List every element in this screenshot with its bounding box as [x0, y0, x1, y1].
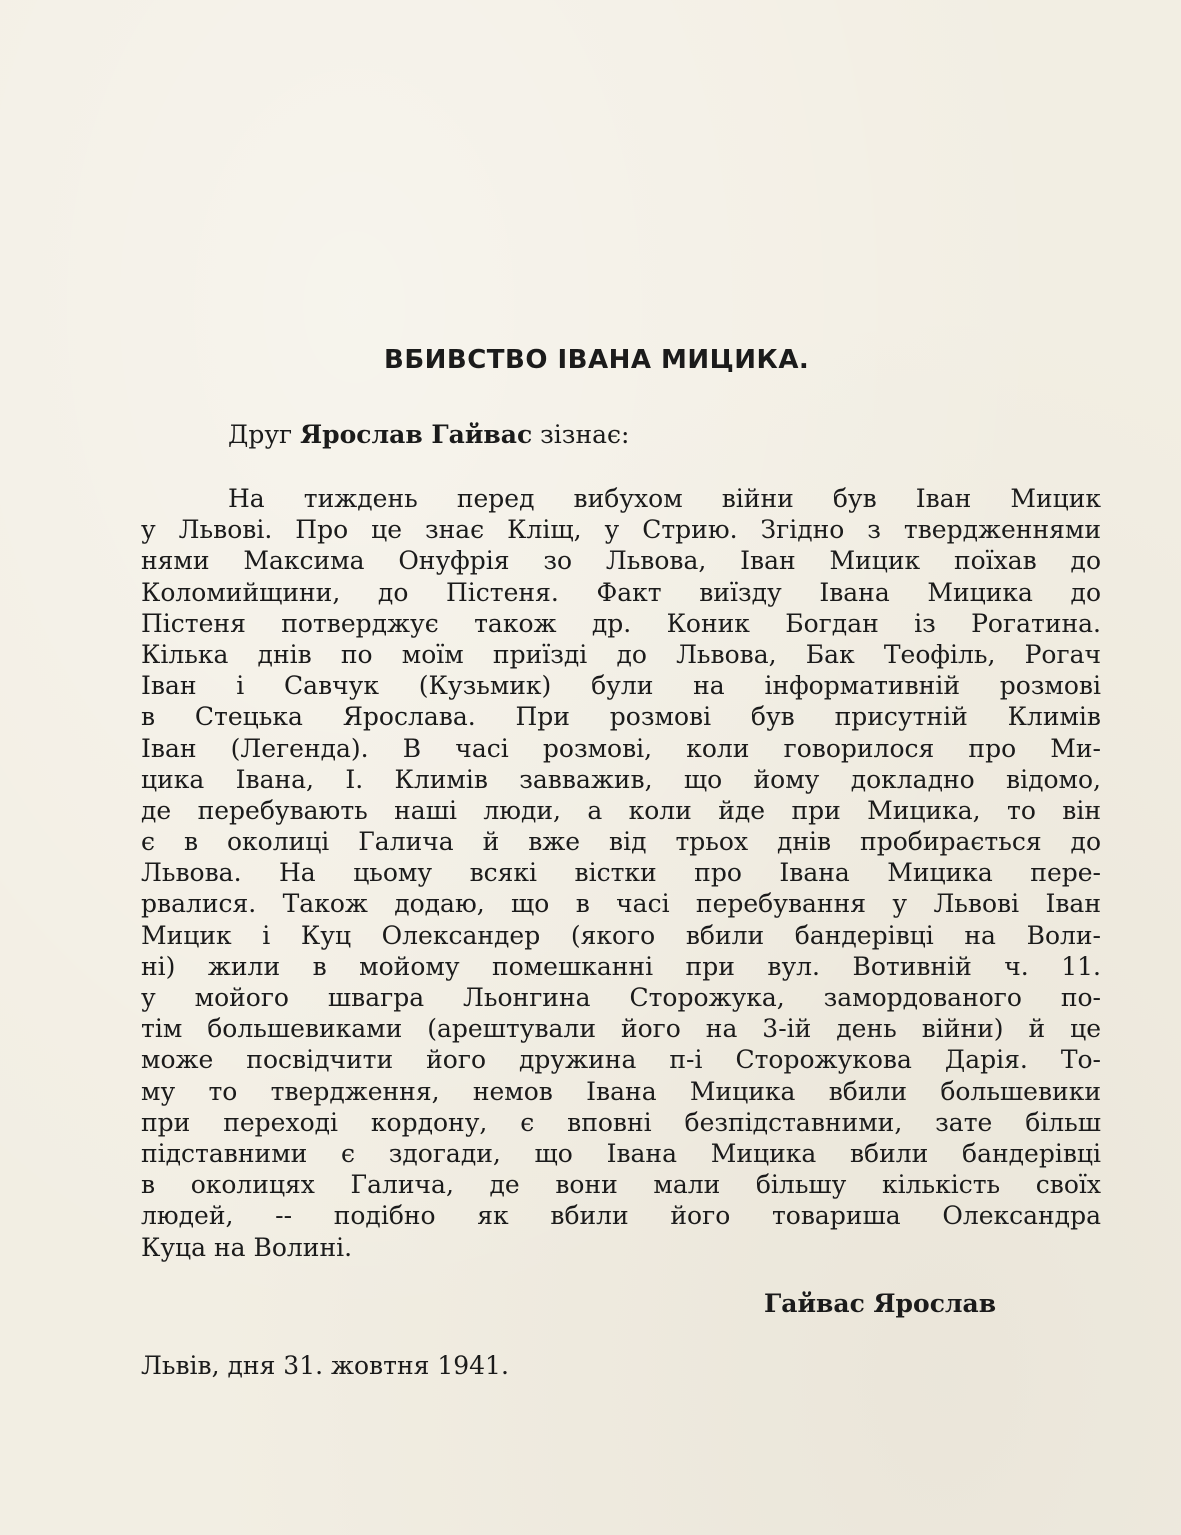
body-line: підставними є здогади, що Івана Мицика вбили бандерівці — [141, 1138, 1101, 1168]
body-line: рвалися. Також додаю, що в часі перебування у Львові Іван — [141, 889, 1101, 919]
body-line: у мойого швагра Льонгина Сторожука, замордованого по- — [141, 983, 1101, 1012]
body-line: Пістеня потверджує також др. Коник Богдан із Рогатина. — [141, 608, 1101, 638]
body-line: цика Івана, І. Климів завважив, що йому докладно відомо, — [141, 764, 1101, 794]
body-line: може посвідчити його дружина п-і Сторожукова Дарія. То- — [141, 1045, 1101, 1075]
body-line: людей, -- подібно як вбили його товариша Олександра — [141, 1201, 1101, 1231]
body-line: при переході кордону, є вповні безпідставними, зате більш — [141, 1107, 1101, 1137]
body-line: в околицях Галича, де вони мали більшу кількість своїх — [141, 1170, 1101, 1200]
body-line: є в околиці Галича й вже від трьох днів пробирається до — [141, 827, 1101, 857]
body-line: у Львові. Про це знає Кліщ, у Стрию. Згідно з твердженнями — [141, 515, 1101, 545]
body-line: ні) жили в мойому помешканні при вул. Вотивній ч. 11. — [141, 951, 1101, 981]
document-title: ВБИВСТВО ІВАНА МИЦИКА. — [384, 345, 810, 375]
signature: Гайвас Ярослав — [764, 1289, 997, 1318]
intro-name: Ярослав Гайвас — [300, 420, 533, 449]
body-line: нями Максима Онуфрія зо Львова, Іван Мицик поїхав до — [141, 546, 1101, 576]
intro-prefix: Друг — [228, 420, 293, 449]
intro-suffix: зізнає: — [540, 420, 630, 449]
intro-line — [228, 420, 629, 449]
body-line: де перебувають наші люди, а коли йде при Мицика, то він — [141, 795, 1101, 825]
body-line: Львова. На цьому всякі вістки про Івана Мицика пере- — [141, 858, 1101, 888]
body-line: му то твердження, немов Івана Мицика вбили большевики — [141, 1076, 1101, 1106]
body-text — [141, 483, 1101, 1263]
body-line: Мицик і Куц Олександер (якого вбили бандерівці на Воли- — [141, 920, 1101, 950]
body-line: На тиждень перед вибухом війни був Іван Мицик — [228, 484, 1101, 513]
body-line: Куца на Волині. — [141, 1232, 353, 1262]
body-line: Коломийщини, до Пістеня. Факт виїзду Івана Мицика до — [141, 577, 1101, 607]
body-line: Іван (Легенда). В часі розмові, коли говорилося про Ми- — [141, 733, 1101, 763]
place-date: Львів, дня 31. жовтня 1941. — [141, 1351, 509, 1380]
body-line: в Стецька Ярослава. При розмові був присутній Климів — [141, 702, 1101, 732]
body-line: Іван і Савчук (Кузьмик) були на інформативній розмові — [141, 671, 1101, 701]
body-line: Кілька днів по моїм приїзді до Львова, Бак Теофіль, Рогач — [141, 639, 1101, 669]
body-line: тім большевиками (арештували його на 3-ій день війни) й це — [141, 1014, 1101, 1044]
